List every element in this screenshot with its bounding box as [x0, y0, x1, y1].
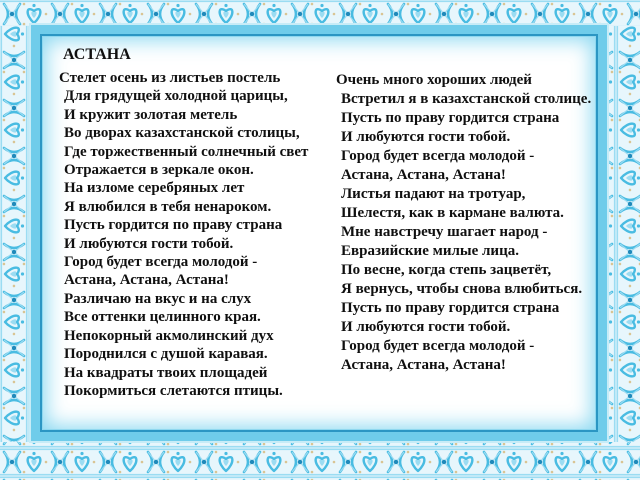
poem-content [42, 36, 596, 430]
poem-line: Непокорный акмолинский дух [64, 327, 274, 344]
content-frame [31, 25, 607, 441]
poem-line: Город будет всегда молодой - [341, 338, 535, 354]
poem-line: Мне навстречу шагает народ - [341, 224, 548, 240]
poem-line: Астана, Астана, Астана! [64, 272, 229, 289]
poem-line: Евразийские милые лица. [341, 243, 519, 259]
poem-line: И любуются гости тобой. [341, 129, 511, 145]
poem-line: Шелестя, как в кармане валюта. [341, 205, 564, 221]
poem-line: Листья падают на тротуар, [341, 186, 526, 202]
poem-line: Я влюбился в тебя ненароком. [64, 198, 272, 215]
poem-right-lines [336, 71, 591, 375]
poem-line: Стелет осень из листьев постель [59, 70, 281, 86]
poem-column-right [336, 45, 591, 430]
poem-line: Пусть по праву гордится страна [341, 110, 560, 126]
poem-line: Отражается в зеркале окон. [64, 162, 254, 179]
poem-line: На изломе серебряных лет [64, 180, 245, 197]
poem-line: Во дворах казахстанской столицы, [64, 125, 300, 142]
poem-column-left [59, 45, 336, 430]
poem-line: Я вернусь, чтобы снова влюбиться. [341, 281, 583, 297]
poem-line: Астана, Астана, Астана! [341, 357, 506, 373]
poem-line: И любуются гости тобой. [64, 235, 234, 252]
poem-line: Все оттенки целинного края. [64, 309, 261, 326]
poem-line: Очень много хороших людей [336, 72, 532, 88]
poem-line: Астана, Астана, Астана! [341, 167, 506, 183]
poem-line: Покормиться слетаются птицы. [64, 382, 283, 399]
poem-line: Пусть гордится по праву страна [64, 217, 283, 234]
poem-line: Различаю на вкус и на слух [64, 290, 252, 307]
poem-line: Пусть по праву гордится страна [341, 300, 560, 316]
poem-line: Для грядущей холодной царицы, [64, 88, 288, 105]
poem-line: Где торжественный солнечный свет [64, 143, 309, 160]
poem-line: И любуются гости тобой. [341, 319, 511, 335]
poem-line: Встретил я в казахстанской столице. [341, 91, 592, 107]
poem-line: Породнился с душой каравая. [64, 346, 268, 363]
poem-line: На квадраты твоих площадей [64, 364, 268, 381]
poem-left-lines [59, 69, 336, 400]
poem-line: И кружит золотая метель [64, 106, 238, 123]
poem-line: Город будет всегда молодой - [341, 148, 535, 164]
poem-line: Город будет всегда молодой - [64, 254, 258, 271]
poem-line: По весне, когда степь зацветёт, [341, 262, 552, 278]
poem-title: АСТАНА [63, 46, 131, 63]
